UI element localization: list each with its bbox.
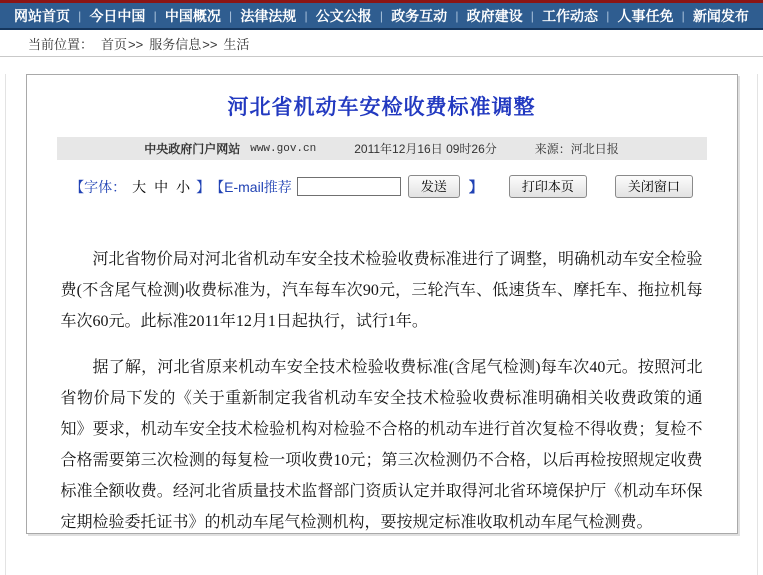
- breadcrumb-separator: >>: [202, 36, 218, 52]
- email-recommend-label: 【E-mail推荐: [210, 178, 292, 195]
- page-background: [5, 74, 758, 575]
- article-container: [26, 74, 738, 534]
- nav-item-5[interactable]: 公文公报: [315, 7, 372, 24]
- nav-separator: |: [681, 8, 685, 23]
- font-size-option-3[interactable]: 小: [176, 178, 191, 195]
- font-size-options: [128, 177, 194, 197]
- nav-item-2[interactable]: 今日中国: [89, 7, 146, 24]
- breadcrumb-link-2[interactable]: 服务信息: [149, 36, 202, 52]
- nav-separator: |: [229, 8, 233, 23]
- meta-source: 来源：河北日报: [534, 142, 619, 156]
- nav-separator: |: [530, 8, 534, 23]
- article-body: [57, 244, 707, 538]
- font-size-option-2[interactable]: 中: [154, 178, 169, 195]
- meta-datetime: 2011年12月16日 09时26分: [354, 142, 497, 156]
- breadcrumb-path: [101, 34, 249, 53]
- nav-separator: |: [153, 8, 157, 23]
- nav-item-9[interactable]: 人事任免: [617, 7, 674, 24]
- send-button[interactable]: 发送: [408, 175, 460, 198]
- email-input[interactable]: [297, 177, 401, 196]
- article-paragraph-2: 据了解，河北省原来机动车安全技术检验收费标准(含尾气检测)每车次40元。按照河北省物价局下发的《关于重新制定我省机动车安全技术检验收费标准明确相关收费政策的通知》要求，机动车安全技术检验机构对检验不合格的机动车进行首次复检不得收费；复检不合格需要第三次检测的每复检一项收费10元；第三次检测仍不合格，以后再检按照规定收费标准全额收费。经河北省质量技术监督部门资质认定并取得河北省环境保护厅《机动车环保定期检验委托证书》的机动车尾气检测机构，要按规定标准收取机动车尾气检测费。: [60, 359, 703, 531]
- nav-separator: |: [78, 8, 82, 23]
- article-paragraph-1: 河北省物价局对河北省机动车安全技术检验收费标准进行了调整，明确机动车安全检验费(不含尾气检测)收费标准为，汽车每车次90元，三轮汽车、低速货车、摩托车、拖拉机每车次60元。此标准2011年12月1日起执行，试行1年。: [60, 251, 703, 330]
- nav-item-4[interactable]: 法律法规: [240, 7, 297, 24]
- meta-site-name: 中央政府门户网站: [144, 142, 241, 156]
- nav-separator: |: [304, 8, 308, 23]
- breadcrumb: [0, 30, 763, 57]
- toolbar: [57, 175, 707, 198]
- nav-item-10[interactable]: 新闻发布: [692, 7, 749, 24]
- nav-separator: |: [606, 8, 610, 23]
- article-title: 河北省机动车安检收费标准调整: [227, 95, 536, 119]
- nav-item-8[interactable]: 工作动态: [542, 7, 599, 24]
- close-window-button[interactable]: 关闭窗口: [615, 175, 693, 198]
- breadcrumb-separator: >>: [128, 36, 144, 52]
- nav-item-7[interactable]: 政府建设: [466, 7, 523, 24]
- nav-item-6[interactable]: 政务互动: [391, 7, 448, 24]
- font-size-label: 【字体：: [70, 178, 127, 195]
- email-bracket-close: 】: [468, 178, 483, 195]
- breadcrumb-link-3[interactable]: 生活: [223, 36, 250, 52]
- article-meta-bar: [57, 137, 707, 160]
- nav-separator: |: [455, 8, 459, 23]
- nav-item-3[interactable]: 中国概况: [164, 7, 221, 24]
- font-size-option-1[interactable]: 大: [132, 178, 147, 195]
- meta-site-url[interactable]: www.gov.cn: [250, 142, 317, 155]
- print-page-button[interactable]: 打印本页: [509, 175, 587, 198]
- breadcrumb-link-1[interactable]: 首页: [101, 36, 128, 52]
- nav-item-1[interactable]: 网站首页: [14, 7, 70, 24]
- breadcrumb-label: 当前位置：: [28, 36, 94, 52]
- top-nav: [0, 3, 763, 30]
- font-bracket-close: 】: [196, 178, 211, 195]
- nav-separator: |: [379, 8, 384, 23]
